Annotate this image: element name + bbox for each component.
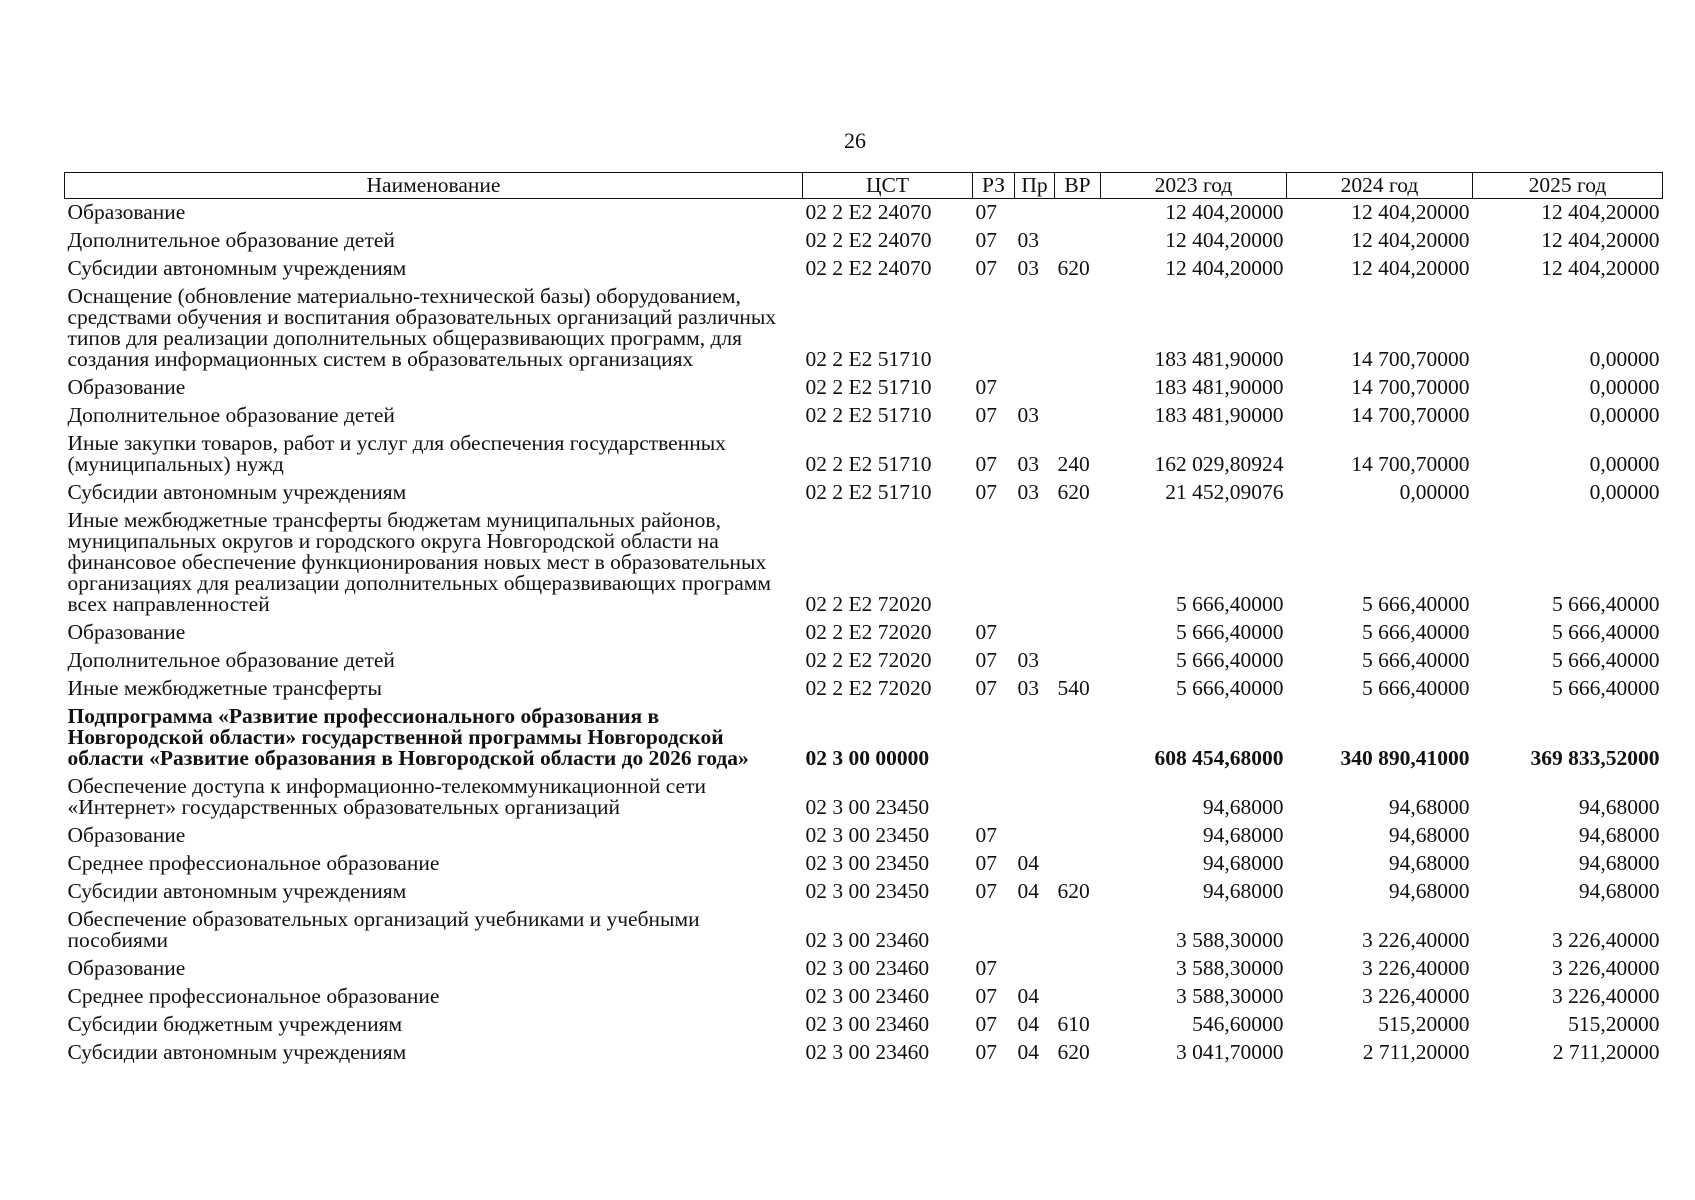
row-rz: 07 (975, 403, 997, 427)
row-vr (1055, 647, 1101, 675)
row-cst: 02 2 Е2 51710 (805, 403, 932, 427)
row-amount-2025: 94,68000 (1578, 851, 1660, 875)
row-cst: 02 2 Е2 51710 (805, 347, 932, 371)
row-name: Субсидии автономным учреждениям (67, 879, 407, 903)
table-row (65, 479, 1663, 507)
row-rz: 07 (975, 1040, 997, 1064)
row-rz (973, 507, 1015, 619)
row-name: Образование (67, 620, 186, 644)
row-amount-2025: 0,00000 (1589, 480, 1660, 504)
table-row (65, 983, 1663, 1011)
column-header-cst: ЦСТ (803, 173, 973, 199)
row-rz (973, 283, 1015, 374)
table-row (65, 850, 1663, 878)
row-vr: 620 (1057, 256, 1090, 280)
row-pr (1015, 773, 1055, 822)
row-amount-2023: 12 404,20000 (1165, 200, 1284, 224)
column-header-2023: 2023 год (1101, 173, 1287, 199)
row-vr (1055, 402, 1101, 430)
row-amount-2023: 5 666,40000 (1176, 676, 1284, 700)
row-amount-2024: 94,68000 (1388, 851, 1470, 875)
row-pr (1015, 955, 1055, 983)
row-pr (1015, 906, 1055, 955)
row-cst: 02 3 00 23460 (805, 1012, 930, 1036)
page-number: 26 (844, 128, 866, 153)
row-amount-2024: 0,00000 (1399, 480, 1470, 504)
row-cst: 02 3 00 23450 (805, 823, 930, 847)
row-name: Субсидии автономным учреждениям (67, 480, 407, 504)
row-amount-2025: 5 666,40000 (1552, 592, 1660, 616)
row-rz (973, 906, 1015, 955)
row-amount-2024: 5 666,40000 (1362, 592, 1470, 616)
column-header-2024: 2024 год (1287, 173, 1473, 199)
row-vr (1055, 283, 1101, 374)
row-amount-2024: 12 404,20000 (1351, 228, 1470, 252)
table-row (65, 647, 1663, 675)
row-cst: 02 3 00 23450 (805, 879, 930, 903)
row-vr (1055, 983, 1101, 1011)
row-amount-2024: 94,68000 (1388, 795, 1470, 819)
row-vr (1055, 906, 1101, 955)
row-pr (1015, 703, 1055, 773)
row-rz: 07 (975, 956, 997, 980)
row-amount-2025: 3 226,40000 (1552, 928, 1660, 952)
row-rz: 07 (975, 648, 997, 672)
row-vr (1055, 374, 1101, 402)
table-row (65, 402, 1663, 430)
row-amount-2025: 515,20000 (1568, 1012, 1660, 1036)
row-cst: 02 2 Е2 24070 (805, 228, 932, 252)
row-cst: 02 2 Е2 72020 (805, 648, 932, 672)
row-name: Образование (67, 200, 186, 224)
row-cst: 02 3 00 23460 (805, 928, 930, 952)
row-cst: 02 2 Е2 24070 (805, 256, 932, 280)
row-amount-2024: 14 700,70000 (1351, 347, 1470, 371)
row-amount-2023: 546,60000 (1192, 1012, 1284, 1036)
table-row (65, 430, 1663, 479)
row-vr (1055, 619, 1101, 647)
row-vr (1055, 773, 1101, 822)
row-amount-2023: 3 588,30000 (1176, 956, 1284, 980)
row-name: Дополнительное образование детей (67, 403, 395, 427)
row-amount-2024: 3 226,40000 (1362, 928, 1470, 952)
row-vr (1055, 822, 1101, 850)
row-rz: 07 (975, 879, 997, 903)
table-row (65, 507, 1663, 619)
row-cst: 02 3 00 00000 (805, 746, 930, 770)
row-name: Дополнительное образование детей (67, 648, 395, 672)
row-amount-2023: 3 588,30000 (1176, 928, 1284, 952)
row-name: Образование (67, 375, 186, 399)
row-rz: 07 (975, 256, 997, 280)
row-pr: 04 (1017, 879, 1039, 903)
table-row (65, 773, 1663, 822)
row-pr (1015, 283, 1055, 374)
row-amount-2025: 94,68000 (1578, 879, 1660, 903)
row-amount-2025: 0,00000 (1589, 347, 1660, 371)
column-header-vr: ВР (1055, 173, 1101, 199)
row-amount-2023: 5 666,40000 (1176, 620, 1284, 644)
row-amount-2025: 369 833,52000 (1530, 746, 1660, 770)
row-amount-2023: 162 029,80924 (1154, 452, 1284, 476)
row-pr: 03 (1017, 452, 1039, 476)
row-pr (1015, 822, 1055, 850)
row-vr (1055, 955, 1101, 983)
table-body (65, 199, 1663, 1068)
row-amount-2023: 608 454,68000 (1154, 746, 1284, 770)
row-amount-2023: 3 588,30000 (1176, 984, 1284, 1008)
row-pr: 04 (1017, 1012, 1039, 1036)
row-amount-2024: 14 700,70000 (1351, 452, 1470, 476)
table-row (65, 675, 1663, 703)
table-row (65, 955, 1663, 983)
table-row (65, 1011, 1663, 1039)
row-pr (1015, 507, 1055, 619)
row-rz (973, 703, 1015, 773)
row-cst: 02 2 Е2 72020 (805, 592, 932, 616)
row-rz: 07 (975, 851, 997, 875)
row-rz: 07 (975, 228, 997, 252)
row-rz: 07 (975, 480, 997, 504)
row-cst: 02 3 00 23450 (805, 795, 930, 819)
row-pr (1015, 374, 1055, 402)
row-amount-2025: 0,00000 (1589, 452, 1660, 476)
row-amount-2024: 14 700,70000 (1351, 403, 1470, 427)
row-cst: 02 3 00 23450 (805, 851, 930, 875)
row-name: Иные закупки товаров, работ и услуг для обеспечения государственных (муниципальных) нужд (67, 431, 726, 476)
row-amount-2023: 183 481,90000 (1154, 347, 1284, 371)
row-cst: 02 2 Е2 72020 (805, 676, 932, 700)
row-name: Дополнительное образование детей (67, 228, 395, 252)
row-pr: 03 (1017, 228, 1039, 252)
row-rz (973, 773, 1015, 822)
row-amount-2025: 2 711,20000 (1552, 1040, 1660, 1064)
row-rz: 07 (975, 452, 997, 476)
column-header-pr: Пр (1015, 173, 1055, 199)
row-pr: 03 (1017, 480, 1039, 504)
row-vr: 540 (1057, 676, 1090, 700)
table-row (65, 374, 1663, 402)
row-amount-2025: 5 666,40000 (1552, 676, 1660, 700)
row-amount-2025: 12 404,20000 (1541, 228, 1660, 252)
row-pr (1015, 199, 1055, 228)
row-amount-2024: 94,68000 (1388, 823, 1470, 847)
column-header-rz: РЗ (973, 173, 1015, 199)
table-row (65, 703, 1663, 773)
row-amount-2024: 340 890,41000 (1340, 746, 1470, 770)
row-cst: 02 3 00 23460 (805, 1040, 930, 1064)
row-amount-2023: 94,68000 (1202, 795, 1284, 819)
row-amount-2024: 5 666,40000 (1362, 648, 1470, 672)
row-amount-2023: 94,68000 (1202, 851, 1284, 875)
row-cst: 02 3 00 23460 (805, 984, 930, 1008)
row-vr (1055, 507, 1101, 619)
row-vr (1055, 850, 1101, 878)
row-amount-2023: 183 481,90000 (1154, 403, 1284, 427)
row-name: Субсидии автономным учреждениям (67, 1040, 407, 1064)
table-row (65, 619, 1663, 647)
row-cst: 02 2 Е2 51710 (805, 452, 932, 476)
row-amount-2024: 12 404,20000 (1351, 200, 1470, 224)
row-vr (1055, 199, 1101, 228)
table-row (65, 283, 1663, 374)
row-name: Образование (67, 956, 186, 980)
row-amount-2025: 5 666,40000 (1552, 620, 1660, 644)
table-row (65, 255, 1663, 283)
row-cst: 02 2 Е2 51710 (805, 480, 932, 504)
row-cst: 02 3 00 23460 (805, 956, 930, 980)
row-amount-2024: 3 226,40000 (1362, 956, 1470, 980)
row-rz: 07 (975, 1012, 997, 1036)
row-amount-2025: 94,68000 (1578, 823, 1660, 847)
row-cst: 02 2 Е2 51710 (805, 375, 932, 399)
row-amount-2024: 2 711,20000 (1362, 1040, 1470, 1064)
row-amount-2024: 3 226,40000 (1362, 984, 1470, 1008)
row-name: Среднее профессиональное образование (67, 851, 440, 875)
row-amount-2025: 3 226,40000 (1552, 984, 1660, 1008)
row-name: Субсидии бюджетным учреждениям (67, 1012, 403, 1036)
table-row (65, 1039, 1663, 1067)
table-row (65, 906, 1663, 955)
row-cst: 02 2 Е2 24070 (805, 200, 932, 224)
row-rz: 07 (975, 375, 997, 399)
row-rz: 07 (975, 200, 997, 224)
row-vr: 620 (1057, 1040, 1090, 1064)
row-pr: 03 (1017, 256, 1039, 280)
row-amount-2023: 12 404,20000 (1165, 256, 1284, 280)
row-rz: 07 (975, 620, 997, 644)
row-rz: 07 (975, 676, 997, 700)
row-amount-2023: 21 452,09076 (1165, 480, 1284, 504)
row-vr: 620 (1057, 480, 1090, 504)
table-row (65, 199, 1663, 228)
row-amount-2024: 5 666,40000 (1362, 676, 1470, 700)
row-name: Оснащение (обновление материально-технической базы) оборудованием, средствами обучения и воспитания образовательных организаций различных типов для реализации дополнительных общеразвивающих программ, для создания информационных систем в образовательных организациях (67, 284, 777, 371)
column-header-name: Наименование (65, 173, 803, 199)
row-amount-2025: 3 226,40000 (1552, 956, 1660, 980)
row-amount-2025: 5 666,40000 (1552, 648, 1660, 672)
row-pr: 04 (1017, 1040, 1039, 1064)
table-header-row (65, 173, 1663, 199)
row-vr: 620 (1057, 879, 1090, 903)
row-rz: 07 (975, 984, 997, 1008)
row-amount-2023: 5 666,40000 (1176, 592, 1284, 616)
row-amount-2025: 0,00000 (1589, 375, 1660, 399)
row-amount-2023: 183 481,90000 (1154, 375, 1284, 399)
row-pr: 03 (1017, 648, 1039, 672)
row-vr: 240 (1057, 452, 1090, 476)
row-amount-2024: 94,68000 (1388, 879, 1470, 903)
row-name: Образование (67, 823, 186, 847)
table-row (65, 878, 1663, 906)
row-amount-2025: 0,00000 (1589, 403, 1660, 427)
row-amount-2024: 14 700,70000 (1351, 375, 1470, 399)
row-amount-2024: 5 666,40000 (1362, 620, 1470, 644)
row-amount-2023: 94,68000 (1202, 879, 1284, 903)
row-vr: 610 (1057, 1012, 1090, 1036)
row-name: Субсидии автономным учреждениям (67, 256, 407, 280)
row-amount-2023: 94,68000 (1202, 823, 1284, 847)
row-amount-2024: 515,20000 (1378, 1012, 1470, 1036)
row-rz: 07 (975, 823, 997, 847)
row-name: Обеспечение образовательных организаций учебниками и учебными пособиями (67, 907, 700, 952)
row-amount-2023: 3 041,70000 (1176, 1040, 1284, 1064)
budget-table (64, 172, 1663, 1067)
column-header-2025: 2025 год (1473, 173, 1663, 199)
row-amount-2024: 12 404,20000 (1351, 256, 1470, 280)
row-amount-2025: 94,68000 (1578, 795, 1660, 819)
row-name: Обеспечение доступа к информационно-телекоммуникационной сети «Интернет» государственных образовательных организаций (67, 774, 706, 819)
row-pr: 03 (1017, 403, 1039, 427)
table-row (65, 227, 1663, 255)
row-name: Иные межбюджетные трансферты бюджетам муниципальных районов, муниципальных округов и городского округа Новгородской области на финансовое обеспечение функционирования новых мест в образовательных организациях для реализации дополнительных общеразвивающих программ всех направленностей (67, 508, 771, 616)
row-pr (1015, 619, 1055, 647)
row-pr: 04 (1017, 984, 1039, 1008)
table-row (65, 822, 1663, 850)
row-vr (1055, 227, 1101, 255)
row-cst: 02 2 Е2 72020 (805, 620, 932, 644)
row-amount-2025: 12 404,20000 (1541, 256, 1660, 280)
row-pr: 03 (1017, 676, 1039, 700)
row-amount-2023: 12 404,20000 (1165, 228, 1284, 252)
row-name: Подпрограмма «Развитие профессионального образования в Новгородской области» государственной программы Новгородской области «Развитие образования в Новгородской области до 2026 года» (67, 704, 749, 770)
row-vr (1055, 703, 1101, 773)
row-pr: 04 (1017, 851, 1039, 875)
row-name: Иные межбюджетные трансферты (67, 676, 382, 700)
row-amount-2025: 12 404,20000 (1541, 200, 1660, 224)
row-amount-2023: 5 666,40000 (1176, 648, 1284, 672)
row-name: Среднее профессиональное образование (67, 984, 440, 1008)
